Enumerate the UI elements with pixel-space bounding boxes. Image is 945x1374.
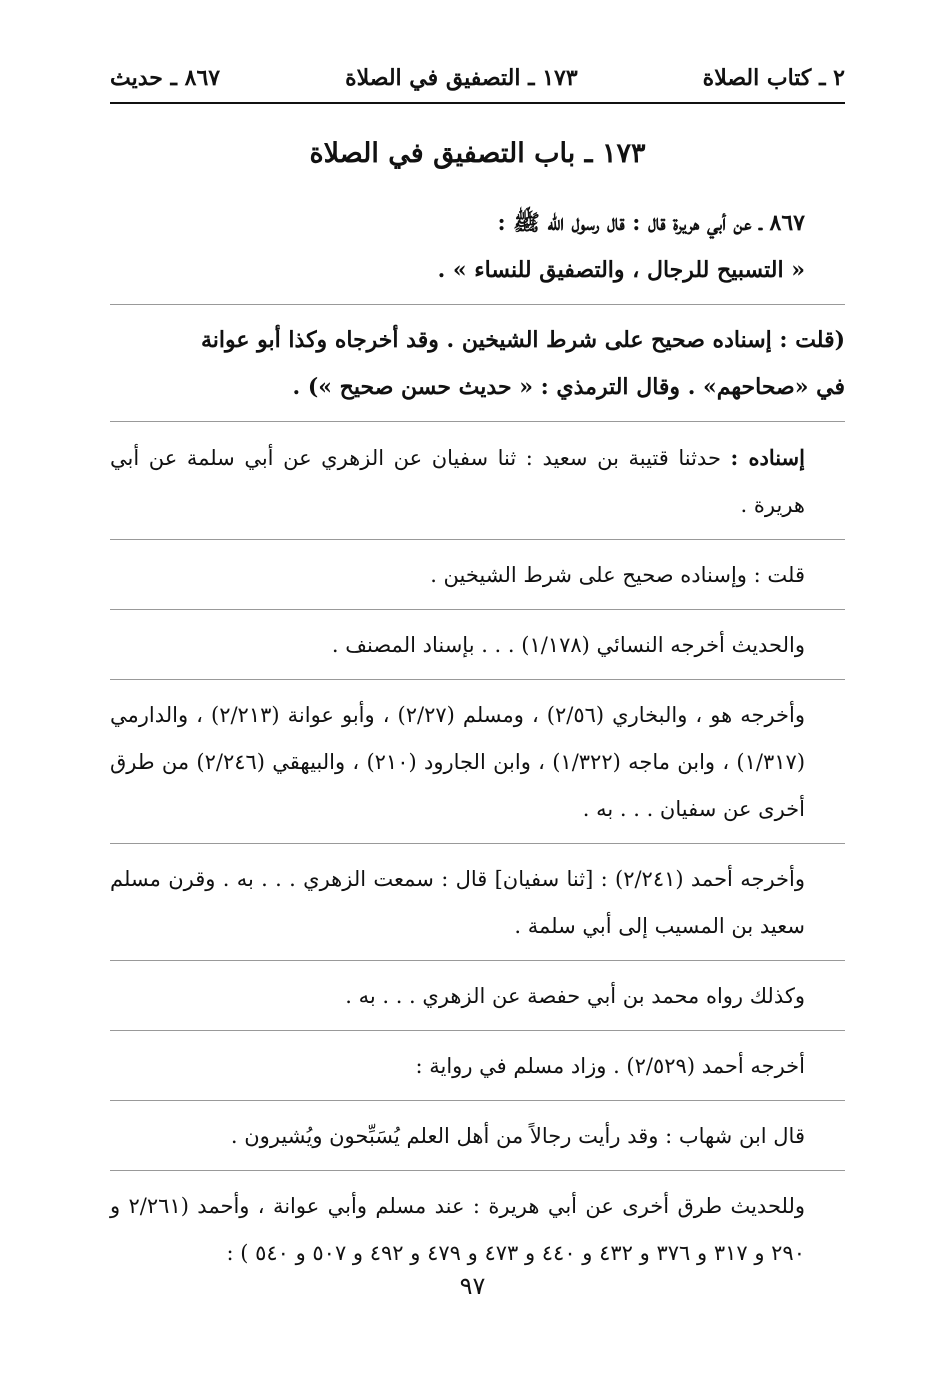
commentary-paragraph: وللحديث طرق أخرى عن أبي هريرة : عند مسلم وأبي عوانة ، وأحمد (٢/٢٦١ و ٢٩٠ و ٣١٧ و ٣٧٦ و ٤٣٢ و ٤٤٠ و ٤٧٣ و ٤٧٩ و ٤٩٢ و ٥٠٧ و ٥٤٠ ) : (110, 1194, 805, 1265)
commentary-paragraph: وأخرجه أحمد (٢/٢٤١) : [ثنا سفيان] قال : سمعت الزهري . . . به . وقرن مسلم سعيد بن المسيب إلى أبي سلمة . (110, 867, 805, 938)
running-header (110, 60, 845, 96)
page-number: ٩٧ (459, 1272, 486, 1300)
section-divider (110, 679, 845, 680)
section-divider (110, 843, 845, 844)
section-divider (110, 421, 845, 422)
section-divider (110, 609, 845, 610)
commentary-paragraph: أخرجه أحمد (٢/٥٢٩) . وزاد مسلم في رواية : (415, 1054, 805, 1078)
commentary-paragraph: وأخرجه هو ، والبخاري (٢/٥٦) ، ومسلم (٢/٢٧) ، وأبو عوانة (٢/٢١٣) ، والدارمي (١/٣١٧) ، وابن ماجه (١/٣٢٢) ، وابن الجارود (٢١٠) ، والبيهقي (٢/٢٤٦) من طرق أخرى عن سفيان . . . به . (110, 703, 806, 821)
header-chapter: ١٧٣ ـ التصفيق في الصلاة (345, 65, 578, 91)
section-divider (110, 1100, 845, 1101)
page-body (110, 128, 845, 1277)
note-line-2: في «صحاحهم» . وقال الترمذي : « حديث حسن صحيح ») . (292, 374, 845, 400)
commentary-paragraph: والحديث أخرجه النسائي (١/١٧٨) . . . بإسناد المصنف . (331, 633, 805, 657)
header-rule (110, 102, 845, 104)
commentary-paragraph: قلت : وإسناده صحيح على شرط الشيخين . (430, 563, 805, 587)
section-divider (110, 539, 845, 540)
section-divider (110, 1170, 845, 1171)
isnad-text: حدثنا قتيبة بن سعيد : ثنا سفيان عن الزهري عن أبي سلمة عن أبي هريرة . (110, 446, 805, 517)
note-line-1: (قلت : إسناده صحيح على شرط الشيخين . وقد أخرجاه وكذا أبو عوانة (200, 327, 845, 353)
section-divider (110, 960, 845, 961)
hadith-line-1: ٨٦٧ ـ عن أبي هريرة قال : قال رسول الله ﷺ : (497, 210, 805, 236)
header-book: ٢ ـ كتاب الصلاة (702, 65, 845, 91)
chapter-title: ١٧٣ ـ باب التصفيق في الصلاة (309, 138, 646, 169)
commentary-paragraph: وكذلك رواه محمد بن أبي حفصة عن الزهري . . . به . (345, 984, 805, 1008)
header-hadith-range: ٨٦٧ ـ حديث (110, 65, 221, 91)
isnad-label: إسناده : (730, 445, 805, 470)
hadith-line-2: « التسبيح للرجال ، والتصفيق للنساء » . (437, 257, 805, 283)
isnad-paragraph (110, 434, 845, 529)
section-divider (110, 304, 845, 305)
commentary-paragraph: قال ابن شهاب : وقد رأيت رجالاً من أهل العلم يُسَبِّحون ويُشيرون . (230, 1124, 805, 1148)
section-divider (110, 1030, 845, 1031)
